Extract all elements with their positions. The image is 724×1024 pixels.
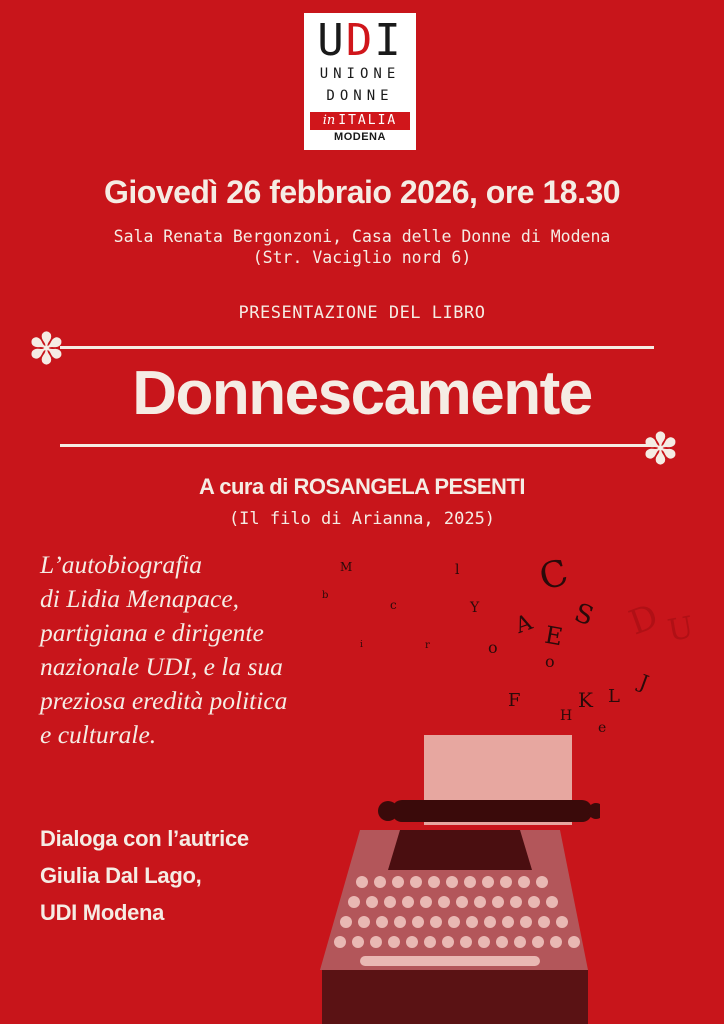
logo-italia-band (310, 112, 410, 130)
book-publisher: (Il filo di Arianna, 2025) (228, 509, 496, 529)
dialog-line: Giulia Dal Lago, (40, 863, 202, 888)
logo-modena: MODENA (334, 131, 386, 143)
flower-icon-right: ✽ (642, 425, 679, 474)
book-title: Donnescamente (132, 359, 592, 428)
title-rule-bottom (60, 444, 654, 447)
description-line: partigiana e dirigente (40, 618, 264, 647)
presentation-kicker: PRESENTAZIONE DEL LIBRO (238, 303, 486, 323)
typewriter-platen (392, 800, 592, 822)
typewriter-base (322, 970, 588, 1024)
logo-donne: DONNE (326, 88, 394, 104)
dialog-info (40, 820, 249, 931)
flying-letters-illustration: C D U S E A o o l M c Y F K L J H e r b i (322, 552, 697, 736)
logo-unione: UNIONE (319, 66, 401, 82)
book-curator: A cura di ROSANGELA PESENTI (199, 474, 525, 499)
flower-icon-left: ✽ (28, 325, 65, 374)
description-line: preziosa eredità politica (40, 686, 288, 715)
book-description (40, 548, 360, 752)
typewriter-spacebar (360, 956, 540, 966)
logo-in: in (322, 113, 336, 128)
event-date: Giovedì 26 febbraio 2026, ore 18.30 (103, 174, 621, 210)
typewriter-illustration (300, 730, 600, 1024)
description-line: nazionale UDI, e la sua (40, 652, 283, 681)
dialog-line: Dialoga con l’autrice (40, 826, 249, 851)
typewriter-typebars (388, 830, 532, 870)
logo-i: I (374, 15, 403, 66)
logo-u: U (317, 15, 346, 66)
venue-line-2: (Str. Vaciglio nord 6) (252, 248, 472, 267)
udi-logo (304, 13, 416, 150)
title-rule-top (60, 346, 654, 349)
typewriter-knob-left (378, 801, 398, 821)
logo-d: D (345, 15, 375, 66)
venue-line-1: Sala Renata Bergonzoni, Casa delle Donne di Modena (113, 227, 611, 246)
logo-udi-letters (304, 15, 416, 66)
dialog-line: UDI Modena (40, 900, 165, 925)
logo-italia: ITALIA (338, 113, 398, 128)
description-line: L’autobiografia (40, 550, 202, 579)
description-line: di Lidia Menapace, (40, 584, 240, 613)
description-line: e culturale. (40, 720, 157, 749)
